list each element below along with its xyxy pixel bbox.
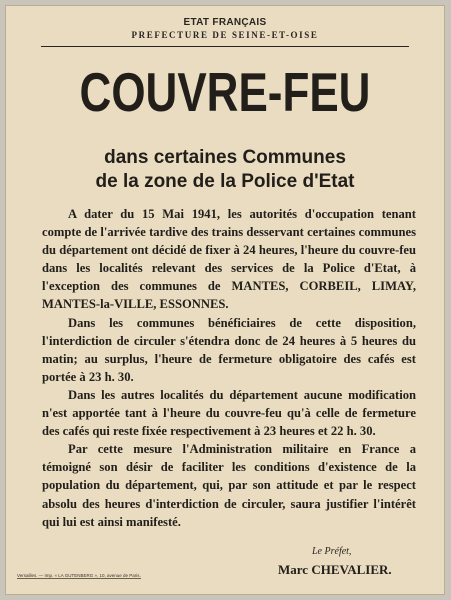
header-divider [41, 46, 409, 47]
printer-imprint: Versailles. — Imp. « LA GUTENBERG », 10, avenue de Paris. [17, 573, 141, 578]
paragraph-2: Dans les communes bénéficiaires de cette disposition, l'interdiction de circuler s'étendra donc de 24 heures à 5 heures du matin; au surplus, l'heure de fermeture obligatoire des cafés est portée à 23 h. 30. [42, 315, 416, 384]
header-state: ETAT FRANÇAIS [183, 17, 267, 28]
subtitle-line-1: dans certaines Communes [104, 147, 346, 168]
signature-title: Le Préfet, [312, 546, 352, 557]
signature-name: Marc CHEVALIER. [278, 562, 392, 577]
poster-sheet [5, 5, 445, 595]
paragraph-1: A dater du 15 Mai 1941, les autorités d'occupation tenant compte de l'arrivée tardive des trains desservant certaines communes du département ont décidé de fixer à 24 heures, l'heure du couvre-feu dans les localités relevant des services de la Police d'Etat, à l'exception des communes de MANTES, CORBEIL, LIMAY, MANTES-la-VILLE, ESSONNES. [42, 207, 416, 312]
paragraph-4: Par cette mesure l'Administration militaire en France a témoigné son désir de faciliter les conditions d'existence de la population du département, qui, par son attitude et par le respect absolu des heures d'interdiction de circuler, saura justifier l'intérêt qui lui est ainsi manifesté. [42, 442, 416, 529]
poster-title: COUVRE-FEU [79, 61, 371, 123]
paragraph-3: Dans les autres localités du département aucune modification n'est apportée tant à l'heure du couvre-feu qu'à celle de fermeture des cafés qui reste fixée respectivement à 23 heures et 22 h. 30. [42, 387, 416, 439]
subtitle-line-2: de la zone de la Police d'Etat [95, 171, 355, 192]
notice-body [42, 205, 416, 531]
header-prefecture: PREFECTURE DE SEINE-ET-OISE [131, 30, 319, 40]
